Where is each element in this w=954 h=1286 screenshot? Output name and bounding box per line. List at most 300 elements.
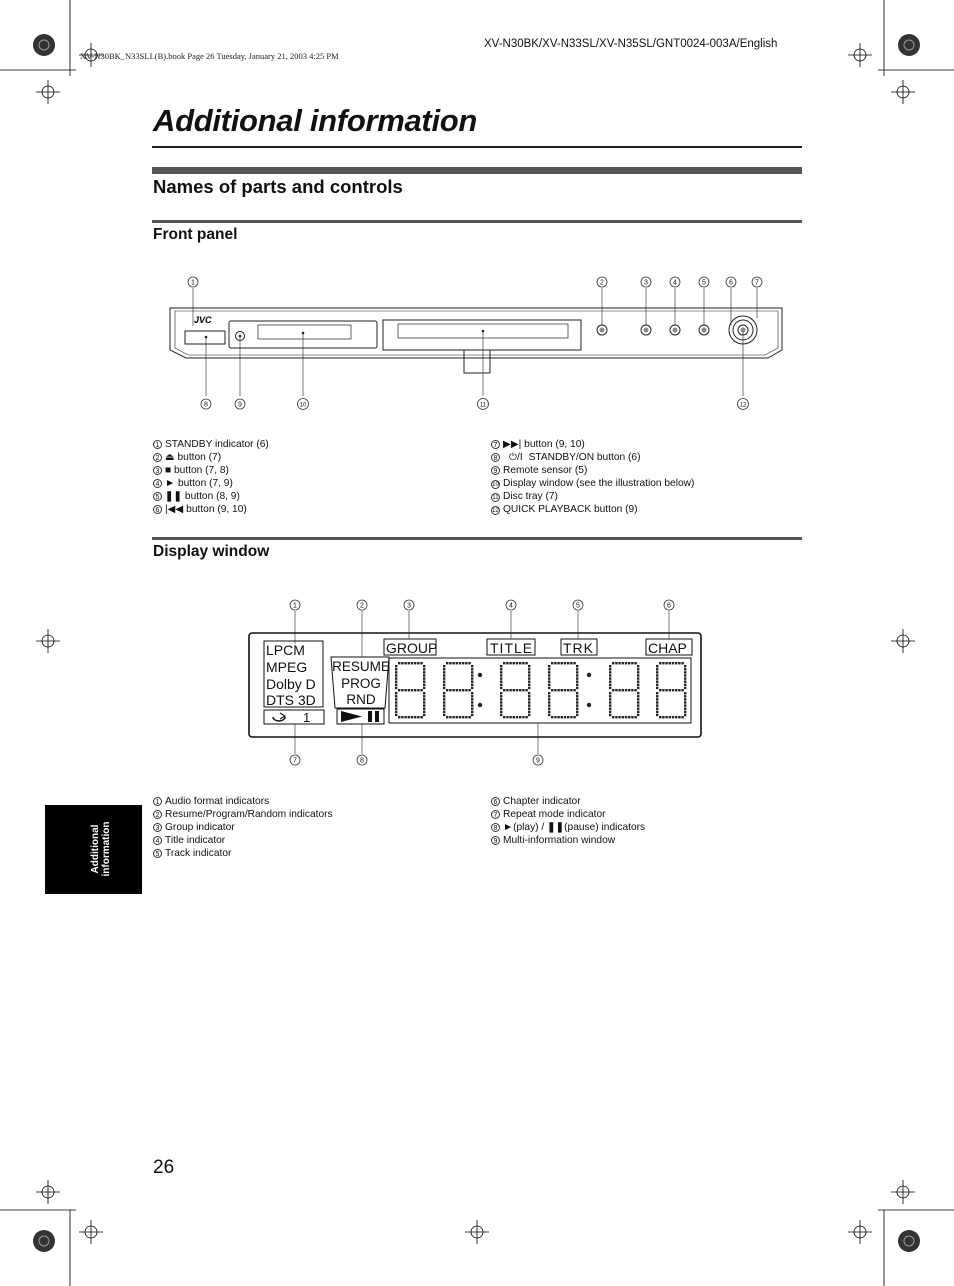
segment-dot [551,689,553,691]
segment-dot [420,689,422,691]
segment-dot [576,677,578,679]
segment-dot [637,692,639,694]
segment-dot [449,716,451,718]
segment-dot [548,708,550,710]
segment-dot [570,689,572,691]
segment-dot [528,665,530,667]
segment-dot [414,662,416,664]
legend-item: 8 ⏻/I STANDBY/ON button (6) [491,451,694,464]
segment-dot [423,687,425,689]
segment-dot [684,668,686,670]
svg-text:PROG: PROG [341,676,381,691]
segment-dot [471,714,473,716]
segment-dot [443,687,445,689]
segment-dot [471,698,473,700]
legend-item: 9 Multi-information window [491,834,645,847]
segment-dot [637,684,639,686]
segment-dot [609,708,611,710]
segment-dot [525,716,527,718]
segment-dot [528,701,530,703]
segment-dot [506,662,508,664]
segment-dot [471,671,473,673]
segment-dot [528,695,530,697]
svg-text:3: 3 [644,279,648,287]
segment-dot [500,698,502,700]
segment-dot [628,716,630,718]
segment-dot [656,668,658,670]
svg-text:9: 9 [536,757,540,765]
segment-dot [443,701,445,703]
segment-dot [509,662,511,664]
play-icon [341,711,362,722]
segment-dot [398,716,400,718]
front-panel-heading: Front panel [153,226,238,243]
segment-dot [576,692,578,694]
legend-item: 8 ►(play) / ❚❚(pause) indicators [491,821,645,834]
segment-dot [548,698,550,700]
svg-text:3: 3 [407,602,411,610]
svg-text:2: 2 [600,279,604,287]
segment-dot [509,689,511,691]
segment-dot [609,714,611,716]
segment-dot [576,668,578,670]
segment-dot [423,674,425,676]
svg-text:RESUME: RESUME [332,659,390,674]
segment-dot [665,689,667,691]
segment-dot [443,684,445,686]
segment-dot [684,684,686,686]
segment-dot [684,708,686,710]
segment-dot [548,665,550,667]
segment-dot [634,716,636,718]
segment-dot [656,714,658,716]
segment-digits [395,662,686,718]
segment-dot [656,687,658,689]
segment-dot [659,662,661,664]
segment-dot [395,692,397,694]
segment-dot [420,716,422,718]
segment-dot [567,662,569,664]
segment-dot [564,689,566,691]
svg-text:7: 7 [755,279,759,287]
legend-item: 2 Resume/Program/Random indicators [153,808,333,821]
segment-dot [548,695,550,697]
segment-dot [561,716,563,718]
segment-dot [576,665,578,667]
segment-dot [548,687,550,689]
segment-dot [628,662,630,664]
segment-dot [634,662,636,664]
segment-dot [459,716,461,718]
segment-dot [443,698,445,700]
segment-dot [471,711,473,713]
segment-dot [681,716,683,718]
segment-dot [449,689,451,691]
segment-dot [500,687,502,689]
segment-dot [548,714,550,716]
segment-dot [631,662,633,664]
legend-item: 4 Title indicator [153,834,333,847]
segment-dot [404,689,406,691]
brand-logo: JVC [194,315,212,325]
segment-dot [528,687,530,689]
segment-dot [637,695,639,697]
segment-dot [452,662,454,664]
segment-dot [443,695,445,697]
display-window-legend-right [491,795,645,847]
legend-item: 2 ⏏ button (7) [153,451,269,464]
segment-dot [557,716,559,718]
segment-dot [471,677,473,679]
segment-dot [500,708,502,710]
segment-dot [656,698,658,700]
svg-text:6: 6 [667,602,671,610]
play-icon: ► [503,822,514,833]
segment-dot [665,716,667,718]
segment-dot [395,671,397,673]
segment-dot [456,662,458,664]
repeat-icon [273,713,285,721]
segment-dot [656,674,658,676]
segment-dot [570,662,572,664]
segment-dot [471,708,473,710]
segment-dot [637,665,639,667]
svg-text:GROUP: GROUP [386,640,438,656]
legend-item: 3 ■ button (7, 8) [153,464,269,477]
segment-dot [684,704,686,706]
segment-dot [684,714,686,716]
legend-item: 5 ❚❚ button (8, 9) [153,490,269,503]
segment-dot [637,698,639,700]
segment-dot [684,695,686,697]
segment-dot [551,716,553,718]
segment-dot [576,698,578,700]
segment-dot [573,689,575,691]
segment-dot [401,716,403,718]
segment-dot [628,689,630,691]
segment-dot [576,671,578,673]
legend-item: 7 Repeat mode indicator [491,808,645,821]
svg-text:TITLE: TITLE [490,640,534,656]
segment-dot [465,689,467,691]
legend-item: 6 |◀◀ button (9, 10) [153,503,269,516]
segment-dot [522,716,524,718]
segment-dot [395,695,397,697]
segment-dot [548,677,550,679]
colon-dot [587,673,591,677]
side-tab [45,805,142,894]
segment-dot [637,674,639,676]
segment-dot [659,689,661,691]
segment-dot [471,695,473,697]
segment-dot [516,716,518,718]
segment-dot [609,668,611,670]
legend-item: 1 STANDBY indicator (6) [153,438,269,451]
segment-dot [669,716,671,718]
segment-dot [684,711,686,713]
segment-dot [395,687,397,689]
segment-dot [462,689,464,691]
segment-dot [576,701,578,703]
svg-text:4: 4 [509,602,513,610]
segment-dot [567,716,569,718]
segment-dot [548,711,550,713]
segment-dot [471,704,473,706]
segment-dot [500,711,502,713]
svg-text:4: 4 [673,279,677,287]
segment-dot [618,662,620,664]
segment-dot [420,662,422,664]
segment-dot [675,689,677,691]
segment-dot [462,662,464,664]
segment-dot [471,674,473,676]
segment-dot [513,662,515,664]
segment-dot [659,716,661,718]
segment-dot [564,716,566,718]
segment-dot [500,695,502,697]
segment-dot [564,662,566,664]
segment-dot [656,692,658,694]
audio-format-indicators [266,642,316,708]
segment-dot [548,692,550,694]
pause-icon: ❚❚ [547,822,565,833]
segment-dot [656,681,658,683]
segment-dot [548,671,550,673]
segment-dot [443,665,445,667]
svg-text:6: 6 [729,279,733,287]
segment-dot [528,714,530,716]
segment-dot [634,689,636,691]
segment-dot [452,689,454,691]
segment-dot [404,716,406,718]
segment-dot [503,716,505,718]
segment-dot [615,716,617,718]
segment-dot [656,704,658,706]
segment-dot [471,692,473,694]
display-window-legend-left [153,795,333,860]
segment-dot [576,687,578,689]
segment-dot [500,665,502,667]
segment-dot [637,668,639,670]
segment-dot [459,689,461,691]
display-window-heading: Display window [153,543,270,560]
segment-dot [401,662,403,664]
segment-dot [528,711,530,713]
segment-dot [612,716,614,718]
segment-dot [576,681,578,683]
svg-text:12: 12 [739,402,747,409]
segment-dot [528,677,530,679]
segment-dot [637,701,639,703]
segment-dot [417,689,419,691]
segment-dot [609,681,611,683]
segment-dot [408,716,410,718]
svg-text:TRK: TRK [563,640,594,656]
segment-dot [519,716,521,718]
segment-dot [528,674,530,676]
segment-dot [669,689,671,691]
legend-item: 4 ► button (7, 9) [153,477,269,490]
segment-dot [395,708,397,710]
segment-dot [468,662,470,664]
segment-dot [609,677,611,679]
segment-dot [423,692,425,694]
segment-dot [513,716,515,718]
segment-dot [669,662,671,664]
segment-dot [672,662,674,664]
segment-dot [573,716,575,718]
segment-dot [423,677,425,679]
segment-dot [684,687,686,689]
segment-dot [516,689,518,691]
segment-dot [625,716,627,718]
segment-dot [516,662,518,664]
segment-dot [500,714,502,716]
segment-dot [609,674,611,676]
segment-dot [423,665,425,667]
segment-dot [637,677,639,679]
colon-dot [587,703,591,707]
segment-dot [672,716,674,718]
segment-dot [637,711,639,713]
segment-dot [678,689,680,691]
svg-text:8: 8 [204,401,208,409]
segment-dot [446,716,448,718]
segment-dot [500,701,502,703]
segment-dot [423,695,425,697]
segment-dot [443,674,445,676]
segment-dot [684,677,686,679]
segment-dot [395,668,397,670]
segment-dot [548,684,550,686]
segment-dot [528,681,530,683]
page-title: Additional information [153,103,478,138]
segment-dot [395,665,397,667]
pause-icon: ❚❚ [165,491,183,502]
segment-dot [398,662,400,664]
segment-dot [417,662,419,664]
segment-dot [662,689,664,691]
segment-dot [395,701,397,703]
segment-dot [678,716,680,718]
segment-dot [528,708,530,710]
segment-dot [554,662,556,664]
segment-dot [548,681,550,683]
segment-dot [548,701,550,703]
segment-dot [637,687,639,689]
segment-dot [528,692,530,694]
segment-dot [551,662,553,664]
model-code: XV-N30BK/XV-N33SL/XV-N35SL/GNT0024-003A/English [484,38,778,50]
legend-item: 6 Chapter indicator [491,795,645,808]
segment-dot [503,662,505,664]
segment-dot [548,704,550,706]
segment-dot [423,711,425,713]
segment-dot [500,681,502,683]
segment-dot [395,714,397,716]
segment-dot [446,689,448,691]
segment-dot [615,662,617,664]
segment-dot [609,711,611,713]
segment-dot [411,689,413,691]
segment-dot [678,662,680,664]
segment-dot [637,704,639,706]
segment-dot [548,674,550,676]
colon-dot [478,703,482,707]
segment-dot [449,662,451,664]
svg-text:DTS 3D: DTS 3D [266,692,316,708]
segment-dot [519,689,521,691]
segment-dot [423,708,425,710]
segment-dot [408,662,410,664]
svg-text:10: 10 [299,402,307,409]
power-icon: ⏻/I [509,452,523,463]
segment-dot [395,684,397,686]
segment-dot [456,716,458,718]
segment-dot [554,689,556,691]
segment-dot [414,716,416,718]
segment-dot [519,662,521,664]
repeat-value: 1 [303,710,311,725]
segment-dot [609,701,611,703]
page-number: 26 [153,1157,175,1178]
segment-dot [401,689,403,691]
segment-dot [576,684,578,686]
segment-dot [528,684,530,686]
segment-dot [609,665,611,667]
legend-item: 12 QUICK PLAYBACK button (9) [492,504,638,515]
svg-text:Dolby D: Dolby D [266,676,316,692]
svg-text:9: 9 [238,401,242,409]
segment-dot [423,698,425,700]
segment-dot [471,687,473,689]
segment-dot [675,716,677,718]
segment-dot [576,674,578,676]
segment-dot [625,689,627,691]
segment-dot [471,701,473,703]
svg-text:1: 1 [191,279,195,287]
segment-dot [423,681,425,683]
segment-dot [609,687,611,689]
segment-dot [609,692,611,694]
svg-text:2: 2 [360,602,364,610]
segment-dot [684,674,686,676]
segment-dot [681,689,683,691]
segment-dot [557,689,559,691]
segment-dot [656,665,658,667]
segment-dot [576,708,578,710]
segment-dot [443,668,445,670]
segment-dot [500,692,502,694]
segment-dot [443,681,445,683]
segment-dot [656,671,658,673]
stop-icon: ■ [165,465,172,476]
segment-dot [662,716,664,718]
svg-text:LPCM: LPCM [266,642,305,658]
segment-dot [528,671,530,673]
segment-dot [465,662,467,664]
segment-dot [528,704,530,706]
segment-dot [656,677,658,679]
segment-dot [656,708,658,710]
segment-dot [684,665,686,667]
segment-dot [576,695,578,697]
segment-dot [500,684,502,686]
segment-dot [576,704,578,706]
segment-dot [509,716,511,718]
segment-dot [506,716,508,718]
svg-text:7: 7 [293,757,297,765]
